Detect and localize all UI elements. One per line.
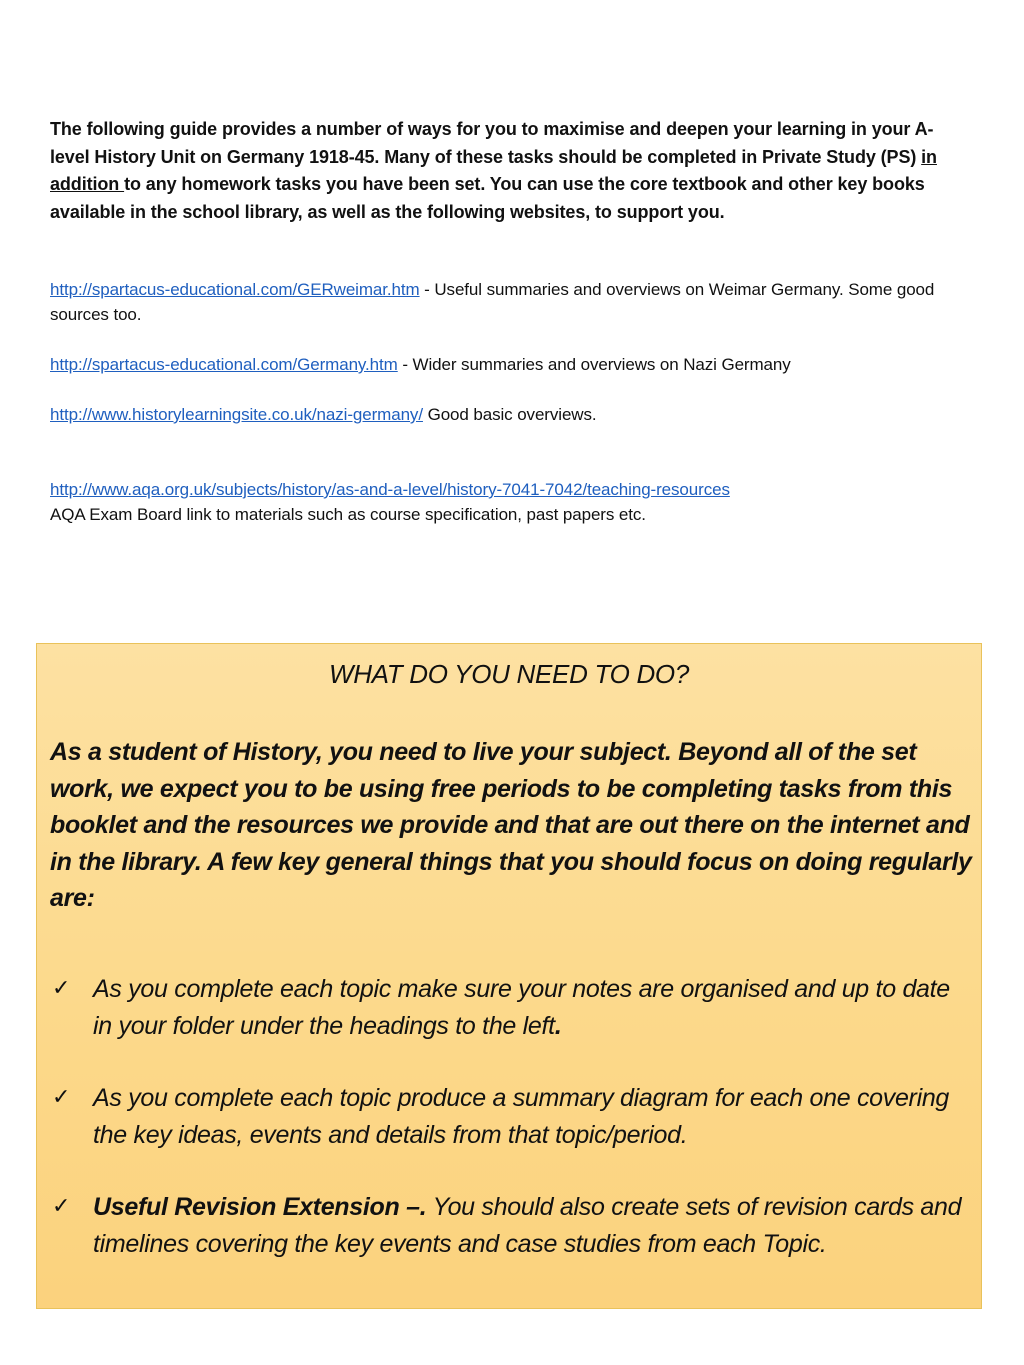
link-spartacus-weimar[interactable]: http://spartacus-educational.com/GERweimar.htm [50, 280, 420, 299]
checkmark-icon: ✓ [52, 1194, 71, 1219]
intro-paragraph [50, 116, 950, 226]
box-title: WHAT DO YOU NEED TO DO? [328, 659, 690, 689]
website-links [50, 277, 980, 527]
task-text: As you complete each topic produce a summary diagram for each one covering the key ideas, events and details from that topic/period. [93, 1084, 950, 1149]
link-item-germany [50, 352, 980, 377]
task-text-main: You should also create sets of revision cards and timelines covering the key events and case studies from each Topic. [93, 1193, 962, 1258]
task-text-main: As you complete each topic make sure your notes are organised and up to date in your folder under the headings to the left [93, 975, 950, 1040]
link-spartacus-germany[interactable]: http://spartacus-educational.com/Germany.htm [50, 355, 398, 374]
intro-text-part2: to any homework tasks you have been set. You can use the core textbook and other key books available in the school library, as well as the following websites, to support you. [50, 174, 925, 222]
task-item [50, 1080, 975, 1153]
link-description-germany: - Wider summaries and overviews on Nazi Germany [397, 355, 791, 374]
task-item [50, 1189, 975, 1262]
link-item-weimar [50, 277, 980, 327]
link-description-historylearningsite: Good basic overviews. [422, 405, 597, 424]
task-text [93, 971, 975, 1044]
what-to-do-box [36, 643, 982, 1309]
task-bold-label: Useful Revision Extension –. [93, 1193, 427, 1221]
intro-underlined-text: in addition [50, 146, 937, 194]
link-historylearningsite[interactable]: http://www.historylearningsite.co.uk/nazi-germany/ [50, 405, 423, 424]
task-item [50, 971, 975, 1044]
link-description-aqa: AQA Exam Board link to materials such as course specification, past papers etc. [50, 505, 646, 524]
task-text [93, 1189, 975, 1262]
checkmark-icon: ✓ [52, 1085, 71, 1110]
task-text-end: . [554, 1011, 562, 1040]
box-intro-text: As a student of History, you need to live your subject. Beyond all of the set work, we expect you to be using free periods to be completing tasks from this booklet and the resources we provide and that are out there on the internet and in the library. A few key general things that you should focus on doing regularly are: [50, 738, 972, 912]
link-description-weimar: - Useful summaries and overviews on Weimar Germany. Some good sources too. [50, 280, 935, 324]
link-item-historylearningsite [50, 402, 980, 427]
checkmark-icon: ✓ [52, 976, 71, 1001]
intro-text-part1: The following guide provides a number of ways for you to maximise and deepen your learning in your A-level History Unit on Germany 1918-45. Many of these tasks should be completed in Private Study (PS) [50, 119, 934, 167]
link-aqa[interactable]: http://www.aqa.org.uk/subjects/history/as-and-a-level/history-7041-7042/teaching-resources [50, 480, 730, 499]
link-item-aqa [50, 477, 980, 527]
